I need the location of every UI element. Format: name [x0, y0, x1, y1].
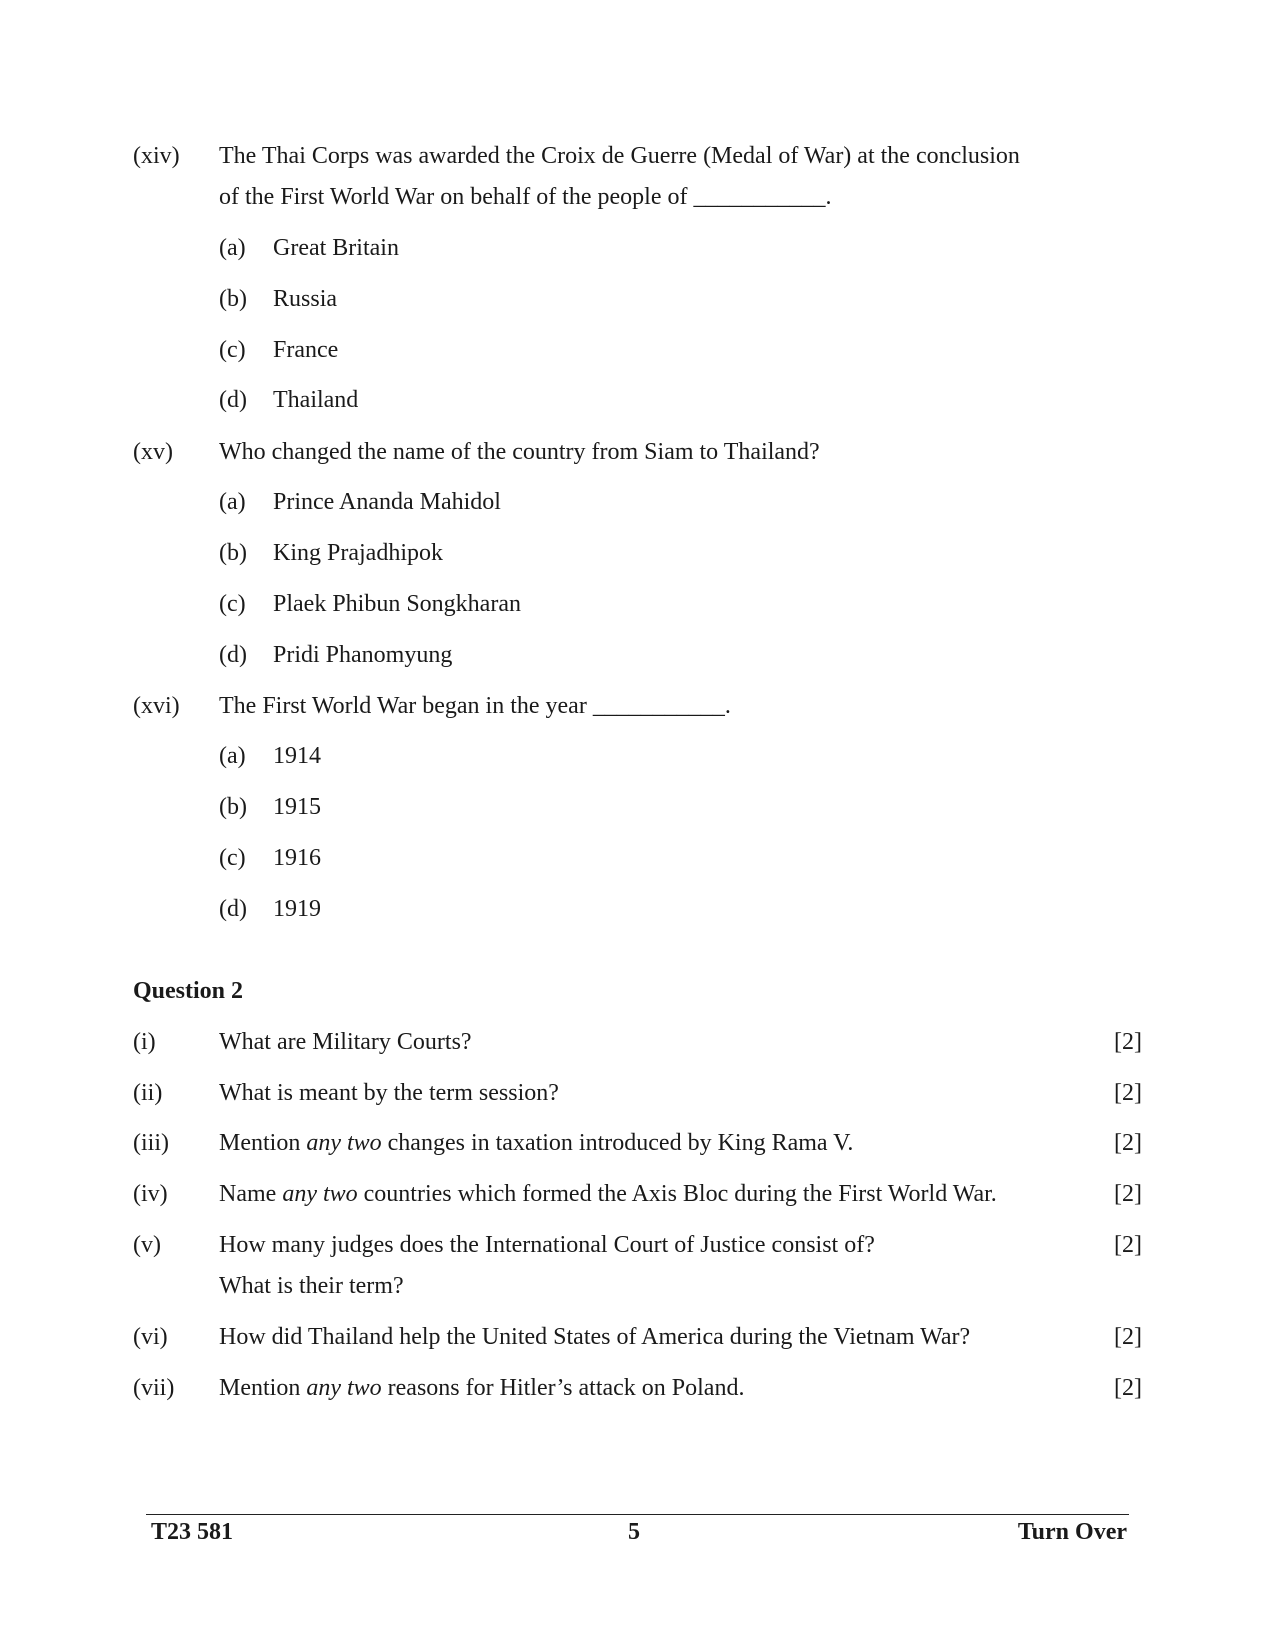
option-label: (a) — [219, 743, 246, 769]
question-text: What is meant by the term session? — [219, 1080, 559, 1106]
option-text: 1914 — [273, 743, 321, 769]
option-label: (a) — [219, 235, 246, 261]
option-text: Russia — [273, 286, 338, 312]
option-text: 1919 — [273, 896, 321, 922]
footer-divider — [146, 1514, 1129, 1515]
option-label: (a) — [219, 489, 246, 515]
question-number: (vii) — [133, 1375, 175, 1401]
question-number: (i) — [133, 1029, 156, 1055]
marks-label: [2] — [1114, 1181, 1142, 1207]
marks-label: [2] — [1114, 1324, 1142, 1350]
marks-label: [2] — [1114, 1029, 1142, 1055]
option-text: Plaek Phibun Songkharan — [273, 591, 521, 617]
option-text: 1916 — [273, 845, 321, 871]
question-text: Mention any two changes in taxation introduced by King Rama V. — [219, 1130, 854, 1156]
question-number: (v) — [133, 1232, 161, 1258]
question-number: (vi) — [133, 1324, 168, 1350]
option-label: (c) — [219, 337, 246, 363]
question-text-line2: What is their term? — [219, 1273, 404, 1299]
marks-label: [2] — [1114, 1130, 1142, 1156]
question-text: Mention any two reasons for Hitler’s attack on Poland. — [219, 1375, 745, 1401]
question-text: What are Military Courts? — [219, 1029, 472, 1055]
option-label: (d) — [219, 387, 247, 413]
question-number: (xv) — [133, 439, 173, 465]
question-number: (iv) — [133, 1181, 168, 1207]
question-text-line2: of the First World War on behalf of the people of ___________. — [219, 184, 832, 210]
question-text: The Thai Corps was awarded the Croix de Guerre (Medal of War) at the conclusion — [219, 143, 1020, 169]
page-number: 5 — [628, 1519, 640, 1545]
question-number: (xiv) — [133, 143, 180, 169]
section-title: Question 2 — [133, 978, 244, 1004]
option-label: (d) — [219, 642, 247, 668]
marks-label: [2] — [1114, 1232, 1142, 1258]
option-text: Prince Ananda Mahidol — [273, 489, 501, 515]
marks-label: [2] — [1114, 1080, 1142, 1106]
option-label: (c) — [219, 591, 246, 617]
question-number: (iii) — [133, 1130, 169, 1156]
option-text: Thailand — [273, 387, 359, 413]
marks-label: [2] — [1114, 1375, 1142, 1401]
turn-over-label: Turn Over — [1017, 1519, 1127, 1545]
question-text: The First World War began in the year ___________. — [219, 693, 731, 719]
option-text: France — [273, 337, 339, 363]
question-number: (xvi) — [133, 693, 180, 719]
option-text: Great Britain — [273, 235, 399, 261]
option-label: (d) — [219, 896, 247, 922]
question-text: Who changed the name of the country from Siam to Thailand? — [219, 439, 820, 465]
option-text: Pridi Phanomyung — [273, 642, 453, 668]
option-label: (c) — [219, 845, 246, 871]
option-label: (b) — [219, 540, 247, 566]
option-label: (b) — [219, 286, 247, 312]
question-text: How did Thailand help the United States of America during the Vietnam War? — [219, 1324, 971, 1350]
option-text: 1915 — [273, 794, 321, 820]
option-text: King Prajadhipok — [273, 540, 443, 566]
paper-code: T23 581 — [151, 1519, 234, 1545]
question-text: Name any two countries which formed the Axis Bloc during the First World War. — [219, 1181, 997, 1207]
question-number: (ii) — [133, 1080, 163, 1106]
question-text: How many judges does the International Court of Justice consist of? — [219, 1232, 875, 1258]
option-label: (b) — [219, 794, 247, 820]
